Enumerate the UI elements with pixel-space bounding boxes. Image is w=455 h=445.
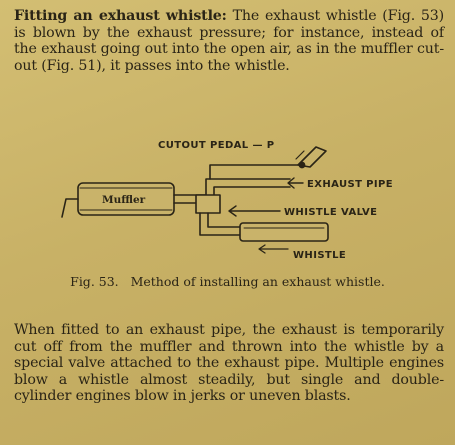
whistle-valve-body [196, 195, 220, 213]
exhaust-whistle-diagram [60, 125, 400, 265]
label-whistle-valve: WHISTLE VALVE [284, 207, 378, 218]
pedal-spring [296, 151, 304, 159]
label-muffler: Muffler [102, 194, 146, 206]
label-exhaust-pipe: EXHAUST PIPE [307, 179, 393, 190]
caption-text: Method of installing an exhaust whistle. [130, 274, 385, 289]
section-heading: Fitting an exhaust whistle: [14, 8, 227, 24]
whistle-feed-pipe [200, 213, 240, 235]
whistle-arrow [259, 245, 288, 253]
whistle-valve-arrow [229, 206, 280, 216]
intro-text: The exhaust whistle (Fig. 53) is blown by the exhaust pressure; for instance, instead of the exhaust going out into the open air, as in the muffler cut-out (Fig. 51), it passes into the whistle. [14, 8, 444, 74]
figure-caption [0, 274, 455, 289]
intro-paragraph [14, 8, 444, 74]
exhaust-pipe-riser-inner [214, 187, 290, 195]
figure-53 [60, 125, 400, 265]
caption-number: Fig. 53. [70, 274, 119, 289]
pedal-pivot [299, 162, 304, 167]
pedal-rod [210, 165, 298, 179]
whistle-body [240, 223, 328, 241]
muffler-tail [62, 199, 78, 217]
closing-paragraph: When fitted to an exhaust pipe, the exhaust is temporarily cut off from the muffler and thrown into the whistle by a special valve attached to the exhaust pipe. Multiple engines blow a whistle almost steadily, but single and double-cylinder engines blow in jerks or uneven blasts. [14, 322, 444, 405]
label-cutout-pedal: CUTOUT PEDAL — P [158, 140, 275, 151]
label-whistle: WHISTLE [293, 250, 347, 261]
